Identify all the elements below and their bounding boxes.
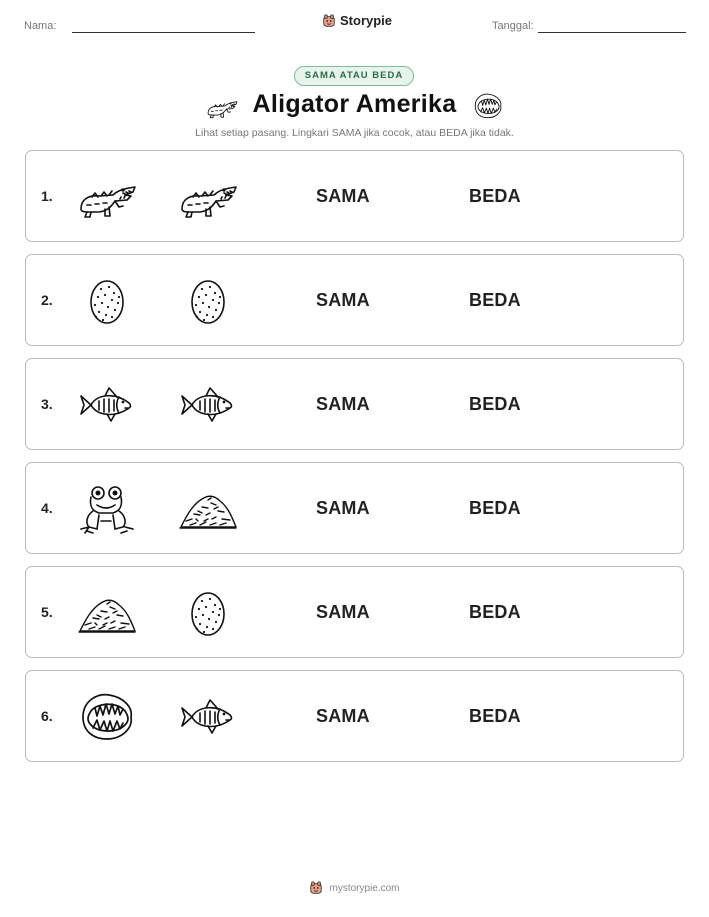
name-line[interactable]	[72, 32, 255, 33]
egg-icon	[77, 273, 137, 329]
mascot-icon	[322, 14, 336, 28]
open-jaws-icon	[77, 689, 137, 745]
question-number: 6.	[41, 708, 53, 724]
fish-icon	[178, 377, 238, 433]
brand-name: Storypie	[340, 13, 393, 28]
different-option[interactable]: BEDA	[469, 498, 521, 518]
question-row	[25, 150, 684, 242]
nest-mound-icon	[77, 585, 137, 641]
question-number: 5.	[41, 604, 53, 620]
different-option[interactable]: BEDA	[469, 186, 521, 206]
instructions: Lihat setiap pasang. Lingkari SAMA jika cocok, atau BEDA jika tidak.	[195, 127, 514, 139]
egg-icon	[178, 585, 238, 641]
question-row	[25, 462, 684, 554]
question-number: 4.	[41, 500, 53, 516]
same-option[interactable]: SAMA	[316, 498, 370, 518]
egg-icon	[178, 273, 238, 329]
question-number: 1.	[41, 188, 53, 204]
frog-icon	[77, 481, 137, 537]
question-row	[25, 566, 684, 658]
same-option[interactable]: SAMA	[316, 394, 370, 414]
fish-icon	[77, 377, 137, 433]
fish-icon	[178, 689, 238, 745]
question-row	[25, 358, 684, 450]
name-label: Nama:	[24, 20, 57, 32]
page-title: Aligator Amerika	[252, 90, 457, 118]
alligator-icon	[77, 169, 137, 225]
date-line[interactable]	[538, 32, 686, 33]
alligator-icon	[178, 169, 238, 225]
question-number: 2.	[41, 292, 53, 308]
brand-logo	[322, 13, 392, 28]
different-option[interactable]: BEDA	[469, 602, 521, 622]
question-number: 3.	[41, 396, 53, 412]
different-option[interactable]: BEDA	[469, 290, 521, 310]
same-option[interactable]: SAMA	[316, 290, 370, 310]
question-row	[25, 254, 684, 346]
same-option[interactable]: SAMA	[316, 186, 370, 206]
footer	[0, 881, 709, 895]
same-option[interactable]: SAMA	[316, 706, 370, 726]
nest-mound-icon	[178, 481, 238, 537]
mascot-icon	[309, 881, 323, 895]
date-label: Tanggal:	[492, 20, 534, 32]
different-option[interactable]: BEDA	[469, 706, 521, 726]
question-row	[25, 670, 684, 762]
footer-url[interactable]: mystorypie.com	[329, 882, 400, 894]
different-option[interactable]: BEDA	[469, 394, 521, 414]
open-jaws-icon	[472, 90, 504, 122]
activity-badge: SAMA ATAU BEDA	[294, 66, 414, 86]
same-option[interactable]: SAMA	[316, 602, 370, 622]
